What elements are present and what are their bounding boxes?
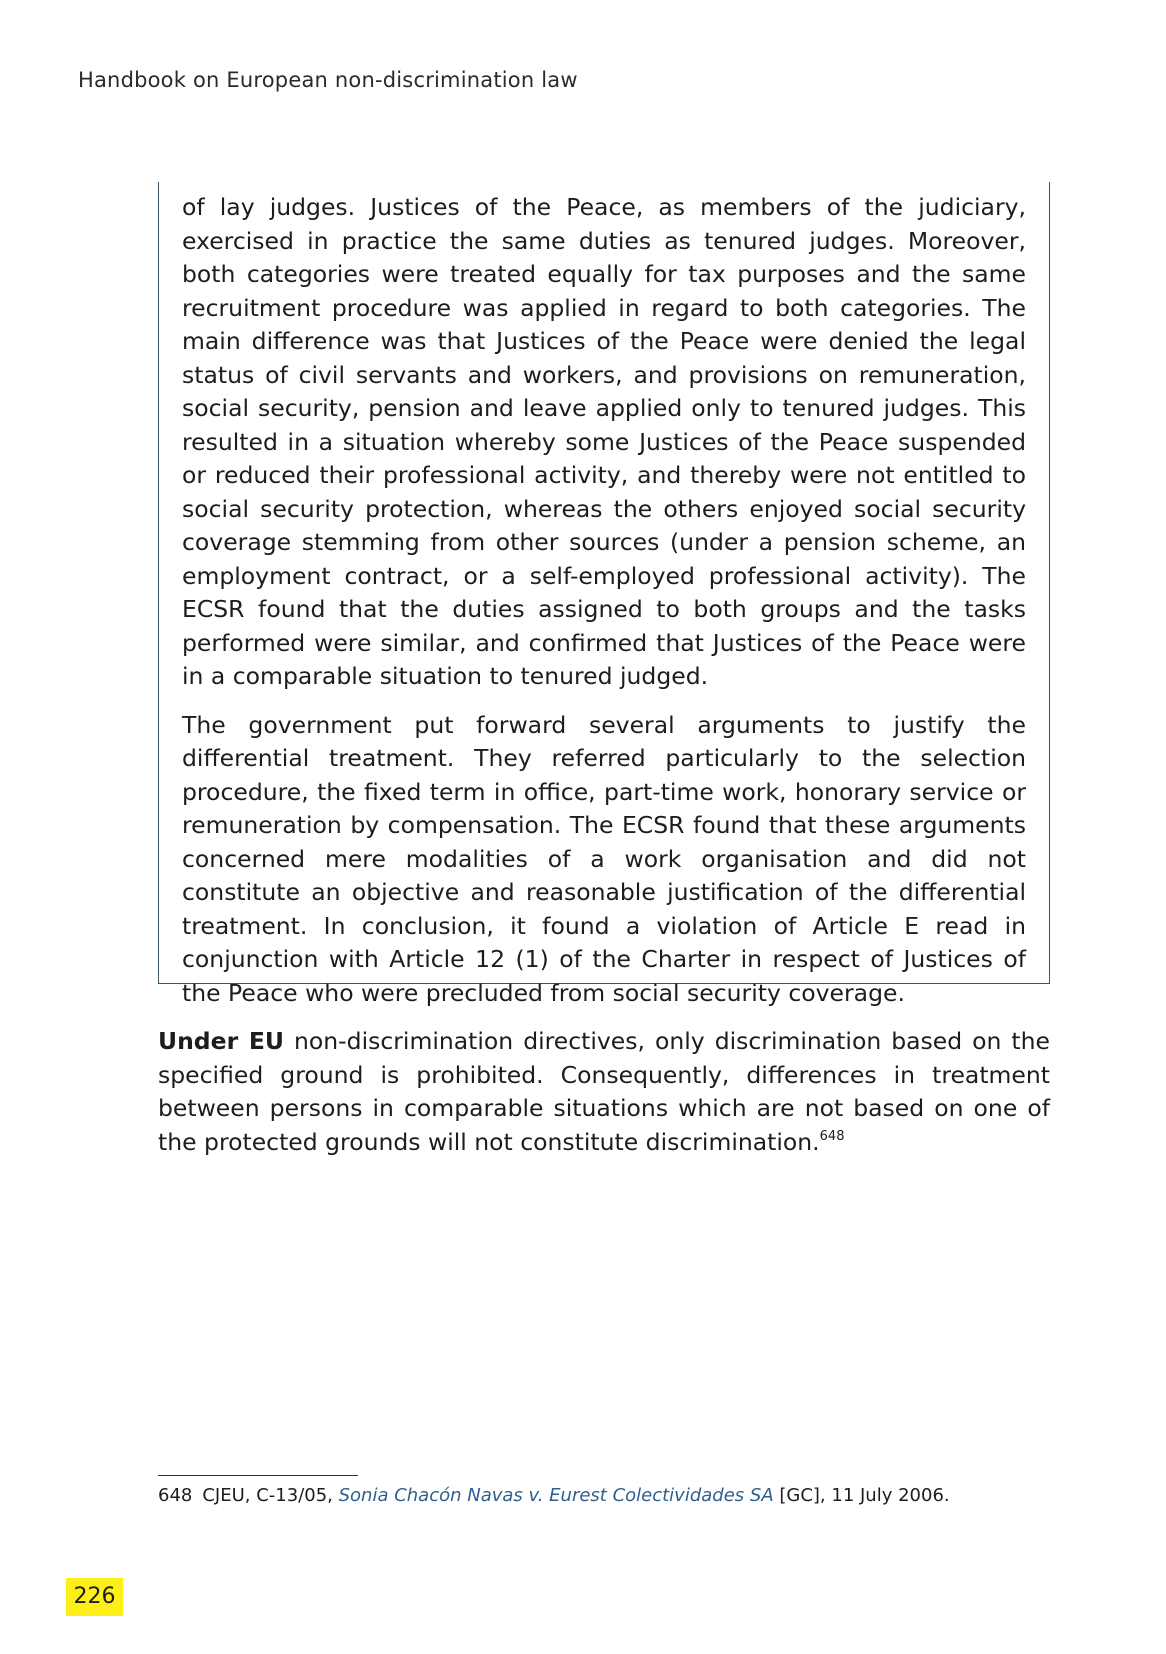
case-example-box [158, 182, 1050, 1007]
body-paragraph [158, 1025, 1050, 1159]
footnote-number: 648 [158, 1485, 193, 1506]
running-header: Handbook on European non-discrimination law [78, 68, 578, 92]
case-paragraph-1: of lay judges. Justices of the Peace, as members of the judiciary, exercised in practice the same duties as tenured judges. Moreover, both categories were treated equally for tax purposes and the same recruitment procedure was applied in regard to both categories. The main difference was that Justices of the Peace were denied the legal status of civil servants and workers, and provisions on remuneration, social security, pension and leave applied only to tenured judges. This resulted in a situation whereby some Justices of the Peace suspended or reduced their professional activity, and thereby were not entitled to social security protection, whereas the others enjoyed social security coverage stemming from other sources (under a pension scheme, an employment contract, or a self-employed professional activity). The ECSR found that the duties assigned to both groups and the tasks performed were similar, and confirmed that Justices of the Peace were in a comparable situation to tenured judged. [182, 193, 1026, 690]
footnote-case-name-link[interactable]: Sonia Chacón Navas v. Eurest Colectividades SA [338, 1485, 774, 1506]
case-paragraph-2: The government put forward several arguments to justify the differential treatment. They referred particularly to the selection procedure, the fixed term in office, part-time work, honorary service or remuneration by compensation. The ECSR found that these arguments concerned mere modalities of a work organisation and did not constitute an objective and reasonable justification of the differential treatment. In conclusion, it found a violation of Article E read in conjunction with Article 12 (1) of the Charter in respect of Justices of the Peace who were precluded from social security coverage. [182, 710, 1026, 1007]
footnote-divider [158, 1475, 358, 1476]
footnote-648 [158, 1484, 950, 1508]
body-paragraph-text: non-discrimination directives, only discrimination based on the specified ground is prohibited. Consequently, differences in treatment between persons in comparable situations which are not based on one of the protected grounds will not constitute discrimination. [158, 1027, 1050, 1156]
page-number-badge: 226 [66, 1578, 123, 1616]
body-paragraph-lead: Under EU [158, 1027, 285, 1055]
footnote-reference[interactable]: 648 [819, 1128, 845, 1144]
footnote-prefix: CJEU, C-13/05, [202, 1485, 339, 1506]
footnote-suffix: [GC], 11 July 2006. [773, 1485, 950, 1506]
